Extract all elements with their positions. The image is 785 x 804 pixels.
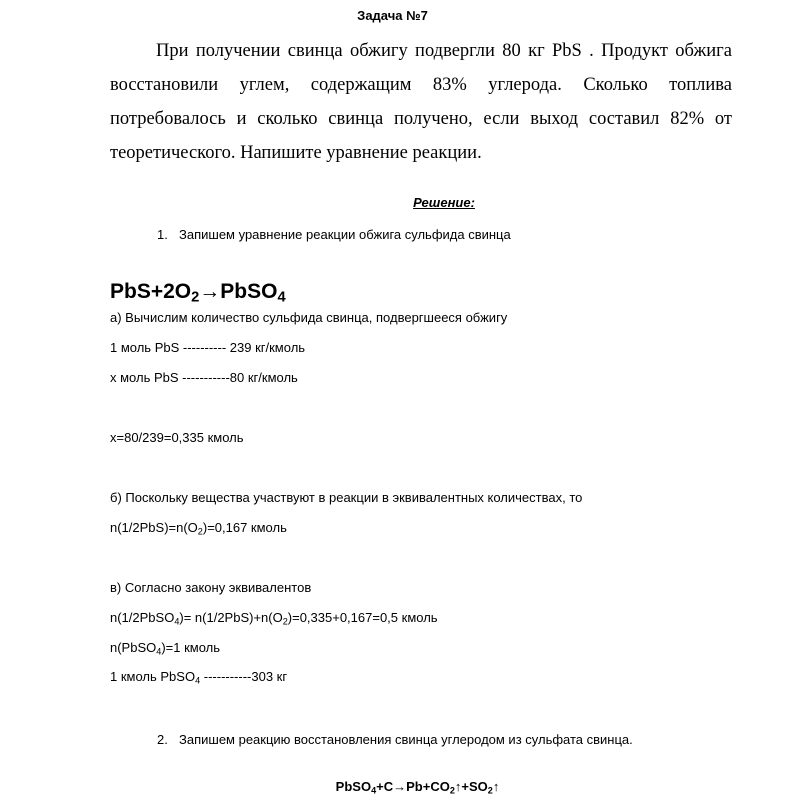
formula-text: )=0,335+0,167=0,5 кмоль [287,610,438,625]
step-1-number: 1. [157,227,168,242]
reaction-arrow: → [199,280,221,303]
formula-text: +SO [461,779,488,794]
formula-text: -----------303 кг [200,669,288,684]
step-1-text: Запишем уравнение реакции обжига сульфида свинца [179,227,511,242]
solution-heading: Решение: [413,195,475,210]
step-1 [157,227,511,242]
part-a-line-2: х моль PbS -----------80 кг/кмоль [110,370,298,385]
task-title: Задача №7 [357,8,428,23]
formula-subscript: 4 [156,646,162,657]
reaction-arrow: → [393,779,407,794]
reduction-equation [0,779,785,794]
gas-arrow-icon: ↑ [492,779,500,794]
part-c-line-1 [110,610,438,625]
formula-text: PbSO [335,779,372,794]
part-b-line-1 [110,520,287,535]
formula-text: n(PbSO [110,640,157,655]
equation-subscript: 2 [191,289,200,306]
equation-product: PbSO [220,280,278,303]
formula-text: )=0,167 кмоль [202,520,287,535]
step-2-text: Запишем реакцию восстановления свинца углеродом из сульфата свинца. [179,732,633,747]
formula-text: )=1 кмоль [161,640,221,655]
formula-subscript: 2 [449,785,455,796]
equation-subscript: 4 [277,289,286,306]
part-a-line-1: 1 моль PbS ---------- 239 кг/кмоль [110,340,306,355]
gas-arrow-icon: ↑ [454,779,462,794]
formula-text: Pb+CO [406,779,450,794]
formula-text: )= n(1/2PbS)+n(O [179,610,283,625]
part-c-text: в) Согласно закону эквивалентов [110,580,312,595]
formula-subscript: 4 [371,785,377,796]
step-2 [157,732,633,747]
formula-text: n(1/2PbS)=n(O [110,520,198,535]
problem-statement: При получении свинца обжигу подвергли 80 кг PbS . Продукт обжига восстановили углем, содержащим 83% углерода. Сколько топлива потребовалось и сколько свинца получено, если выход составил 82% от теоретического. Напишите уравнение реакции. [110,41,732,163]
formula-text: 1 кмоль PbSO [110,669,196,684]
part-a-text: а) Вычислим количество сульфида свинца, подвергшееся обжигу [110,310,508,325]
part-b-text: б) Поскольку вещества участвуют в реакции в эквивалентных количествах, то [110,490,583,505]
formula-text: n(1/2PbSO [110,610,175,625]
formula-text: +C [376,779,394,794]
formula-subscript: 2 [197,526,203,537]
formula-subscript: 2 [282,616,288,627]
formula-subscript: 4 [174,616,180,627]
formula-subscript: 2 [487,785,493,796]
part-c-line-3 [110,669,287,684]
roasting-equation [110,280,286,304]
equation-reactants: PbS+2O [110,280,192,303]
part-c-line-2 [110,640,220,655]
part-a-result: х=80/239=0,335 кмоль [110,430,244,445]
step-2-number: 2. [157,732,168,747]
formula-subscript: 4 [195,675,201,686]
